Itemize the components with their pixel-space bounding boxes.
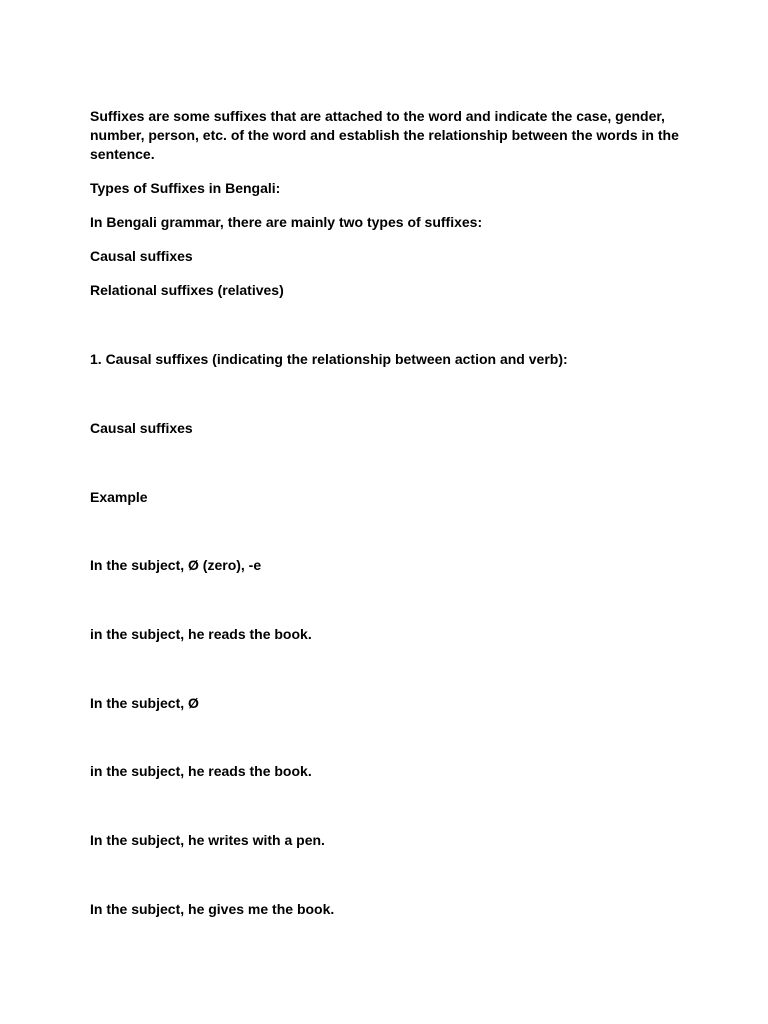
section-heading-causal: 1. Causal suffixes (indicating the relationship between action and verb):	[90, 351, 568, 367]
intro-paragraph: Suffixes are some suffixes that are attached to the word and indicate the case, gender, number, person, etc. of the word and establish the relationship between the words in the sentence.	[90, 108, 679, 162]
table-cell-example: in the subject, he reads the book.	[90, 763, 312, 779]
table-cell-example: In the subject, he writes with a pen.	[90, 832, 325, 848]
table-cell-example: in the subject, he reads the book.	[90, 626, 312, 642]
types-intro: In Bengali grammar, there are mainly two types of suffixes:	[90, 214, 483, 230]
list-item-causal: Causal suffixes	[90, 248, 193, 264]
table-header-example: Example	[90, 489, 148, 505]
table-cell-suffix: In the subject, Ø	[90, 695, 199, 711]
table-header-causal-suffixes: Causal suffixes	[90, 420, 193, 436]
list-item-relational: Relational suffixes (relatives)	[90, 282, 284, 298]
table-cell-suffix: In the subject, Ø (zero), -e	[90, 557, 262, 573]
types-heading: Types of Suffixes in Bengali:	[90, 180, 281, 196]
table-cell-example: In the subject, he gives me the book.	[90, 901, 335, 917]
